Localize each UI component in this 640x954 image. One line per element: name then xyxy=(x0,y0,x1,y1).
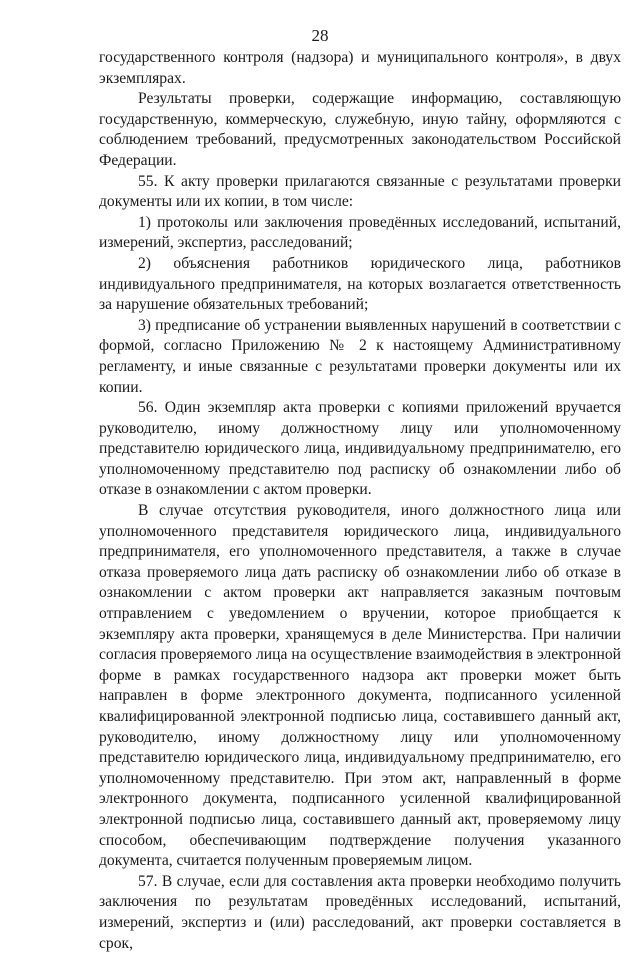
paragraph-absence: В случае отсутствия руководителя, иного должностного лица или уполномоченного представителя юридического лица, индивидуального предпринимателя, его уполномоченного представителя, а также в случае отказа проверяемого лица дать расписку об ознакомлении либо об отказе в ознакомлении с актом проверки акт направляется заказным почтовым отправлением с уведомлением о вручении, которое приобщается к экземпляру акта проверки, хранящемуся в деле Министерства. При наличии согласия проверяемого лица на осуществление взаимодействия в электронной форме в рамках государственного надзора акт проверки может быть направлен в форме электронного документа, подписанного усиленной квалифицированной электронной подписью лица, составившего данный акт, руководителю, иному должностному лицу или уполномоченному представителю юридического лица, индивидуальному предпринимателю, его уполномоченному представителю. При этом акт, направленный в форме электронного документа, подписанного усиленной квалифицированной электронной подписью лица, составившего данный акт, проверяемому лицу способом, обеспечивающим подтверждение получения указанного документа, считается полученным проверяемым лицом. xyxy=(99,502,621,870)
paragraph-55: 55. К акту проверки прилагаются связанные с результатами проверки документы или их копии, в том числе: xyxy=(99,172,621,211)
document-body xyxy=(99,48,621,954)
page-number: 28 xyxy=(311,26,329,45)
list-item-3: 3) предписание об устранении выявленных нарушений в соответствии с формой, согласно Приложению № 2 к настоящему Административному регламенту, и иные связанные с результатами проверки документы или их копии. xyxy=(99,316,621,396)
list-item-1: 1) протоколы или заключения проведённых исследований, испытаний, измерений, экспертиз, расследований; xyxy=(99,213,621,252)
paragraph-56: 56. Один экземпляр акта проверки с копиями приложений вручается руководителю, иному должностному лицу или уполномоченному представителю юридического лица, индивидуальному предпринимателю, его уполномоченному представителю под расписку об ознакомлении либо об отказе в ознакомлении с актом проверки. xyxy=(99,399,621,499)
paragraph-57: 57. В случае, если для составления акта проверки необходимо получить заключения по результатам проведённых исследований, испытаний, измерений, экспертиз и (или) расследований, акт проверки составляется в срок, xyxy=(99,872,621,952)
paragraph-results-confidential: Результаты проверки, содержащие информацию, составляющую государственную, коммерческую, служебную, иную тайну, оформляются с соблюдением требований, предусмотренных законодательством Российской Федерации. xyxy=(99,90,621,169)
paragraph-continuation: государственного контроля (надзора) и муниципального контроля», в двух экземплярах. xyxy=(99,49,621,87)
list-item-2: 2) объяснения работников юридического лица, работников индивидуального предпринимателя, на которых возлагается ответственность за нарушение обязательных требований; xyxy=(99,254,621,314)
